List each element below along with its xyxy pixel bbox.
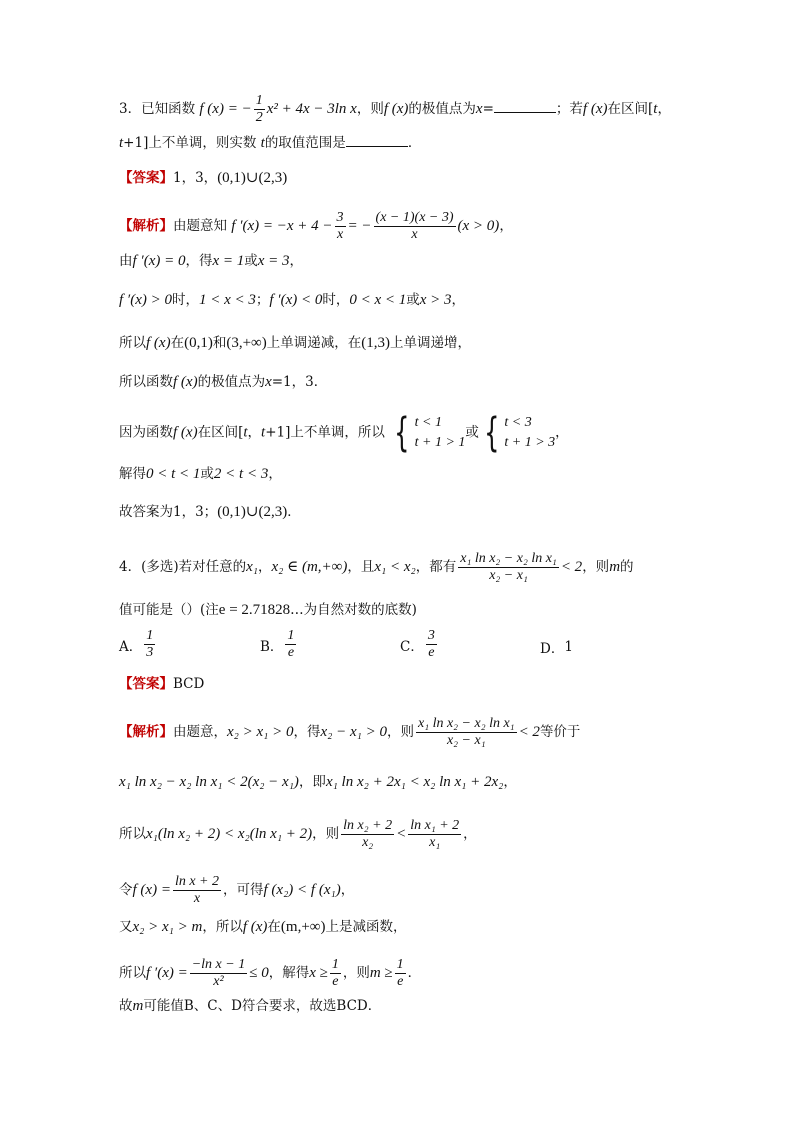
- fraction: [408, 818, 461, 851]
- text: 令: [119, 882, 133, 898]
- ineq: t < 3: [504, 415, 532, 430]
- text: 和: [212, 335, 227, 351]
- text: 解得: [119, 466, 146, 482]
- text: ，则: [582, 559, 610, 575]
- text: ，解得: [268, 965, 310, 981]
- math-expr: x > 3: [419, 292, 452, 308]
- q4-analysis-3: [119, 818, 477, 851]
- q4-stem-line1: [119, 551, 634, 584]
- fraction: [341, 818, 394, 851]
- frac-num: 1: [287, 628, 295, 643]
- text: ；若: [555, 101, 583, 117]
- text: ，得: [185, 253, 213, 269]
- option-label: C．: [400, 638, 424, 655]
- math-var: t: [260, 135, 265, 151]
- q3-analysis-1: 【解析】由题意知 f ′(x) = −x + 4 − $\frac{3}{x}$ = − $\frac{(x - 1)(x - 3)}{x}$ (x > 0)，: [119, 210, 513, 242]
- fraction: [144, 628, 155, 661]
- math-expr: x₁ < x₂: [374, 559, 416, 575]
- math-expr: x₂ > x₁ > m: [132, 919, 203, 935]
- text: ，所以: [202, 919, 243, 935]
- math-expr: f (x): [242, 919, 268, 935]
- answer-blank: [346, 132, 408, 147]
- q4-analysis-4: [119, 874, 354, 907]
- q3-stem-line1: [119, 93, 671, 126]
- question-number: 4．(多选): [119, 559, 179, 575]
- text: 在: [267, 919, 281, 935]
- math-expr: f (x) =: [132, 882, 171, 898]
- text: 或: [406, 292, 420, 308]
- option-c[interactable]: [400, 628, 439, 661]
- text: 因为函数: [119, 424, 173, 441]
- q4-analysis-7: [119, 996, 381, 1016]
- q3-analysis-5: [119, 372, 327, 392]
- ineq: t < 1: [414, 415, 442, 430]
- text: 的极值点为: [197, 374, 266, 390]
- text: 上单调递减，在: [266, 335, 362, 351]
- math-expr: (0,1)∪(2,3): [217, 504, 288, 520]
- text: …为自然对数的底数): [290, 602, 417, 618]
- text: 在区间[: [197, 424, 244, 441]
- q3-analysis-6: [119, 410, 569, 456]
- fraction: [173, 874, 221, 907]
- text: 由: [119, 253, 133, 269]
- text: 所以: [119, 335, 146, 351]
- text: 已知函数: [141, 101, 196, 117]
- text: 若对任意的: [178, 559, 247, 575]
- math-var: x: [475, 101, 483, 117]
- option-label: D．: [540, 641, 565, 657]
- math-expr: f (x): [383, 101, 409, 117]
- text: ，则: [312, 826, 340, 842]
- math-expr: f (x₂) < f (x₁): [263, 882, 341, 898]
- text: 1，3；: [173, 504, 218, 520]
- text: ，: [451, 292, 466, 308]
- text: ；: [255, 292, 270, 308]
- text: 值可能是（）(注: [119, 602, 219, 618]
- text: BCD: [173, 676, 205, 692]
- math-expr: (x > 0): [457, 218, 500, 234]
- math-expr: f ′(x) = 0: [132, 253, 186, 269]
- text: 所以: [119, 826, 146, 842]
- fraction: [458, 551, 559, 584]
- math-expr: f (x) = −: [199, 101, 252, 117]
- text: 的: [620, 559, 634, 575]
- option-d[interactable]: [540, 637, 573, 657]
- math-expr: f (x): [173, 374, 198, 390]
- option-label: A．: [119, 638, 143, 655]
- math-expr: 0 < x < 1: [349, 292, 407, 308]
- text: ．: [407, 965, 422, 981]
- frac-num: 3: [427, 628, 435, 643]
- math-expr: x₂ ∈ (m,+∞): [271, 559, 348, 575]
- frac-den: x₂ − x₁: [489, 568, 528, 583]
- q4-answer: [119, 674, 204, 694]
- math-expr: x₁ ln x₂ + 2x₁ < x₂ ln x₁ + 2x₂: [325, 774, 504, 790]
- answer-tag: 【答案】: [119, 170, 173, 186]
- text: ，: [289, 253, 304, 269]
- text: ，: [258, 559, 272, 575]
- fraction: [254, 93, 265, 126]
- math-var: t: [243, 424, 248, 441]
- text: ．: [287, 504, 301, 520]
- brace-glyph: {: [394, 410, 410, 456]
- math-expr: x₁(ln x₂ + 2) < x₂(ln x₁ + 2): [146, 826, 313, 842]
- text: ．: [407, 135, 422, 151]
- text: ，: [340, 882, 355, 898]
- text: ，: [657, 101, 671, 117]
- math-expr: f ′(x) =: [146, 965, 188, 981]
- text: ，: [247, 424, 262, 441]
- frac-den: x₂: [362, 835, 374, 850]
- math-expr: (3,+∞): [226, 335, 267, 351]
- text: ，则: [342, 965, 370, 981]
- inequality-system: [389, 410, 466, 456]
- math-expr: f (x): [146, 335, 171, 351]
- text: 可能值B、C、D符合要求，故选BCD．: [143, 998, 382, 1014]
- frac-den: x₁: [429, 835, 441, 850]
- text: 的极值点为: [408, 101, 476, 117]
- q4-analysis-6: [119, 957, 421, 990]
- math-expr: x = 3: [257, 253, 290, 269]
- frac-den: x: [411, 227, 418, 242]
- frac-num: 1: [331, 957, 339, 972]
- math-expr: m ≥: [369, 965, 393, 981]
- analysis-tag: 【解析】: [119, 724, 173, 740]
- frac-den: x²: [213, 974, 224, 989]
- math-expr: f (x): [173, 424, 198, 441]
- fraction: [330, 957, 341, 990]
- math-expr: x = 1: [212, 253, 245, 269]
- q3-analysis-8: [119, 502, 301, 522]
- option-value: 1: [564, 639, 573, 655]
- frac-num: x₁ ln x₂ − x₂ ln x₁: [460, 551, 557, 566]
- fraction: [416, 716, 517, 749]
- question-number: 3．: [119, 101, 142, 117]
- text: ，则: [387, 724, 414, 740]
- text: =: [482, 101, 494, 117]
- q3-analysis-7: [119, 464, 282, 484]
- q3-analysis-3: [119, 290, 465, 310]
- text: ，: [268, 466, 282, 482]
- text: 等价于: [539, 724, 581, 740]
- analysis-tag: 【解析】: [119, 218, 173, 234]
- math-expr: <: [396, 826, 407, 842]
- frac-den: e: [397, 974, 404, 989]
- math-var: t: [261, 424, 266, 441]
- math-var: m: [132, 998, 144, 1014]
- math-expr: 0 < t < 1: [146, 466, 201, 482]
- text: +1]上不单调，所以: [265, 424, 385, 441]
- math-expr: x² + 4x − 3ln x: [266, 101, 357, 117]
- text: ，可得: [223, 882, 264, 898]
- text: 由题意，: [173, 724, 227, 740]
- frac-den: 2: [255, 110, 263, 125]
- q4-analysis-2: [119, 772, 517, 792]
- q3-answer: [119, 168, 287, 188]
- text: 1，3，: [173, 170, 218, 186]
- math-expr: f (x): [582, 101, 608, 117]
- q4-analysis-5: [119, 917, 406, 937]
- text: 在: [170, 335, 185, 351]
- option-b[interactable]: [260, 628, 298, 661]
- q4-analysis-1: [119, 716, 580, 749]
- fraction: [190, 957, 248, 990]
- frac-den: e: [332, 974, 339, 989]
- math-expr: f ′(x) = −x + 4 −: [231, 218, 333, 234]
- brace-glyph: {: [484, 410, 500, 456]
- text: ，则: [356, 101, 384, 117]
- text: 或: [465, 424, 479, 441]
- q3-stem-line2: [119, 132, 421, 153]
- frac-num: 1: [396, 957, 404, 972]
- text: 的取值范围是: [264, 135, 346, 151]
- math-expr: x₂ > x₁ > 0: [227, 724, 294, 740]
- text: 或: [244, 253, 258, 269]
- text: ，: [463, 826, 477, 842]
- math-expr: e = 2.71828: [218, 602, 291, 618]
- math-expr: x ≥: [309, 965, 328, 981]
- text: =1，3．: [271, 374, 328, 390]
- math-expr: (0,1): [184, 335, 213, 351]
- math-expr: 1 < x < 3: [198, 292, 256, 308]
- text: 所以函数: [119, 374, 173, 390]
- math-expr: 2 < t < 3: [213, 466, 269, 482]
- frac-num: −ln x − 1: [191, 957, 246, 972]
- text: 上是减函数，: [325, 919, 407, 935]
- fraction: [285, 628, 296, 661]
- frac-num: ln x + 2: [174, 874, 219, 889]
- inequality-system: [479, 410, 556, 456]
- text: ，: [555, 424, 569, 441]
- math-expr: < 2: [560, 559, 583, 575]
- math-expr: (m,+∞): [280, 919, 326, 935]
- fraction: [335, 210, 346, 243]
- fraction: [374, 210, 456, 243]
- text: ，: [503, 774, 517, 790]
- text: 上单调递增，: [389, 335, 471, 351]
- text: 在区间[: [607, 101, 654, 117]
- text: ，得: [293, 724, 321, 740]
- text: 所以: [119, 965, 146, 981]
- frac-num: (x − 1)(x − 3): [375, 210, 454, 225]
- math-expr: f ′(x) < 0: [269, 292, 323, 308]
- math-expr: ≤ 0: [249, 965, 269, 981]
- text: 时，: [322, 292, 350, 308]
- text: 故: [119, 998, 133, 1014]
- ineq: t + 1 > 3: [504, 435, 556, 450]
- math-var: t: [653, 101, 658, 117]
- math-expr: < 2: [518, 724, 540, 740]
- fraction: [395, 957, 406, 990]
- math-expr: x₁ ln x₂ − x₂ ln x₁ < 2(x₂ − x₁): [119, 774, 299, 790]
- math-expr: x₂ − x₁ > 0: [320, 724, 387, 740]
- math-expr: = −: [347, 218, 372, 234]
- option-a[interactable]: [119, 628, 157, 661]
- text: ，即: [298, 774, 326, 790]
- frac-den: e: [287, 645, 295, 660]
- text: 又: [119, 919, 133, 935]
- frac-den: x₂ − x₁: [446, 733, 486, 748]
- math-expr: x₁: [246, 559, 258, 575]
- text: 时，: [171, 292, 199, 308]
- option-label: B．: [260, 638, 284, 655]
- text: ，都有: [415, 559, 457, 575]
- q3-analysis-2: [119, 251, 303, 271]
- text: +1]上不单调，则实数: [123, 135, 257, 151]
- math-var: t: [119, 135, 124, 151]
- frac-den: x: [336, 227, 344, 242]
- frac-den: x: [193, 891, 201, 906]
- q3-analysis-4: [119, 333, 471, 353]
- frac-den: 3: [146, 645, 154, 660]
- math-var: x: [265, 374, 272, 390]
- frac-num: ln x₂ + 2: [343, 818, 393, 833]
- fraction: [426, 628, 437, 661]
- math-expr: f ′(x) > 0: [119, 292, 172, 308]
- answer-tag: 【答案】: [119, 676, 173, 692]
- text: 故答案为: [119, 504, 173, 520]
- frac-num: 1: [146, 628, 154, 643]
- frac-num: ln x₁ + 2: [410, 818, 460, 833]
- text: 或: [200, 466, 214, 482]
- ineq: t + 1 > 1: [414, 435, 466, 450]
- q4-stem-line2: [119, 600, 417, 620]
- text: ，且: [347, 559, 375, 575]
- math-expr: (1,3): [361, 335, 390, 351]
- math-var: m: [609, 559, 621, 575]
- frac-num: 1: [255, 93, 263, 108]
- frac-den: e: [428, 645, 435, 660]
- frac-num: 3: [336, 210, 344, 225]
- text: 由题意知: [173, 218, 227, 234]
- frac-num: x₁ ln x₂ − x₂ ln x₁: [418, 716, 515, 731]
- math-expr: (0,1)∪(2,3): [217, 170, 288, 186]
- answer-blank: [494, 98, 556, 113]
